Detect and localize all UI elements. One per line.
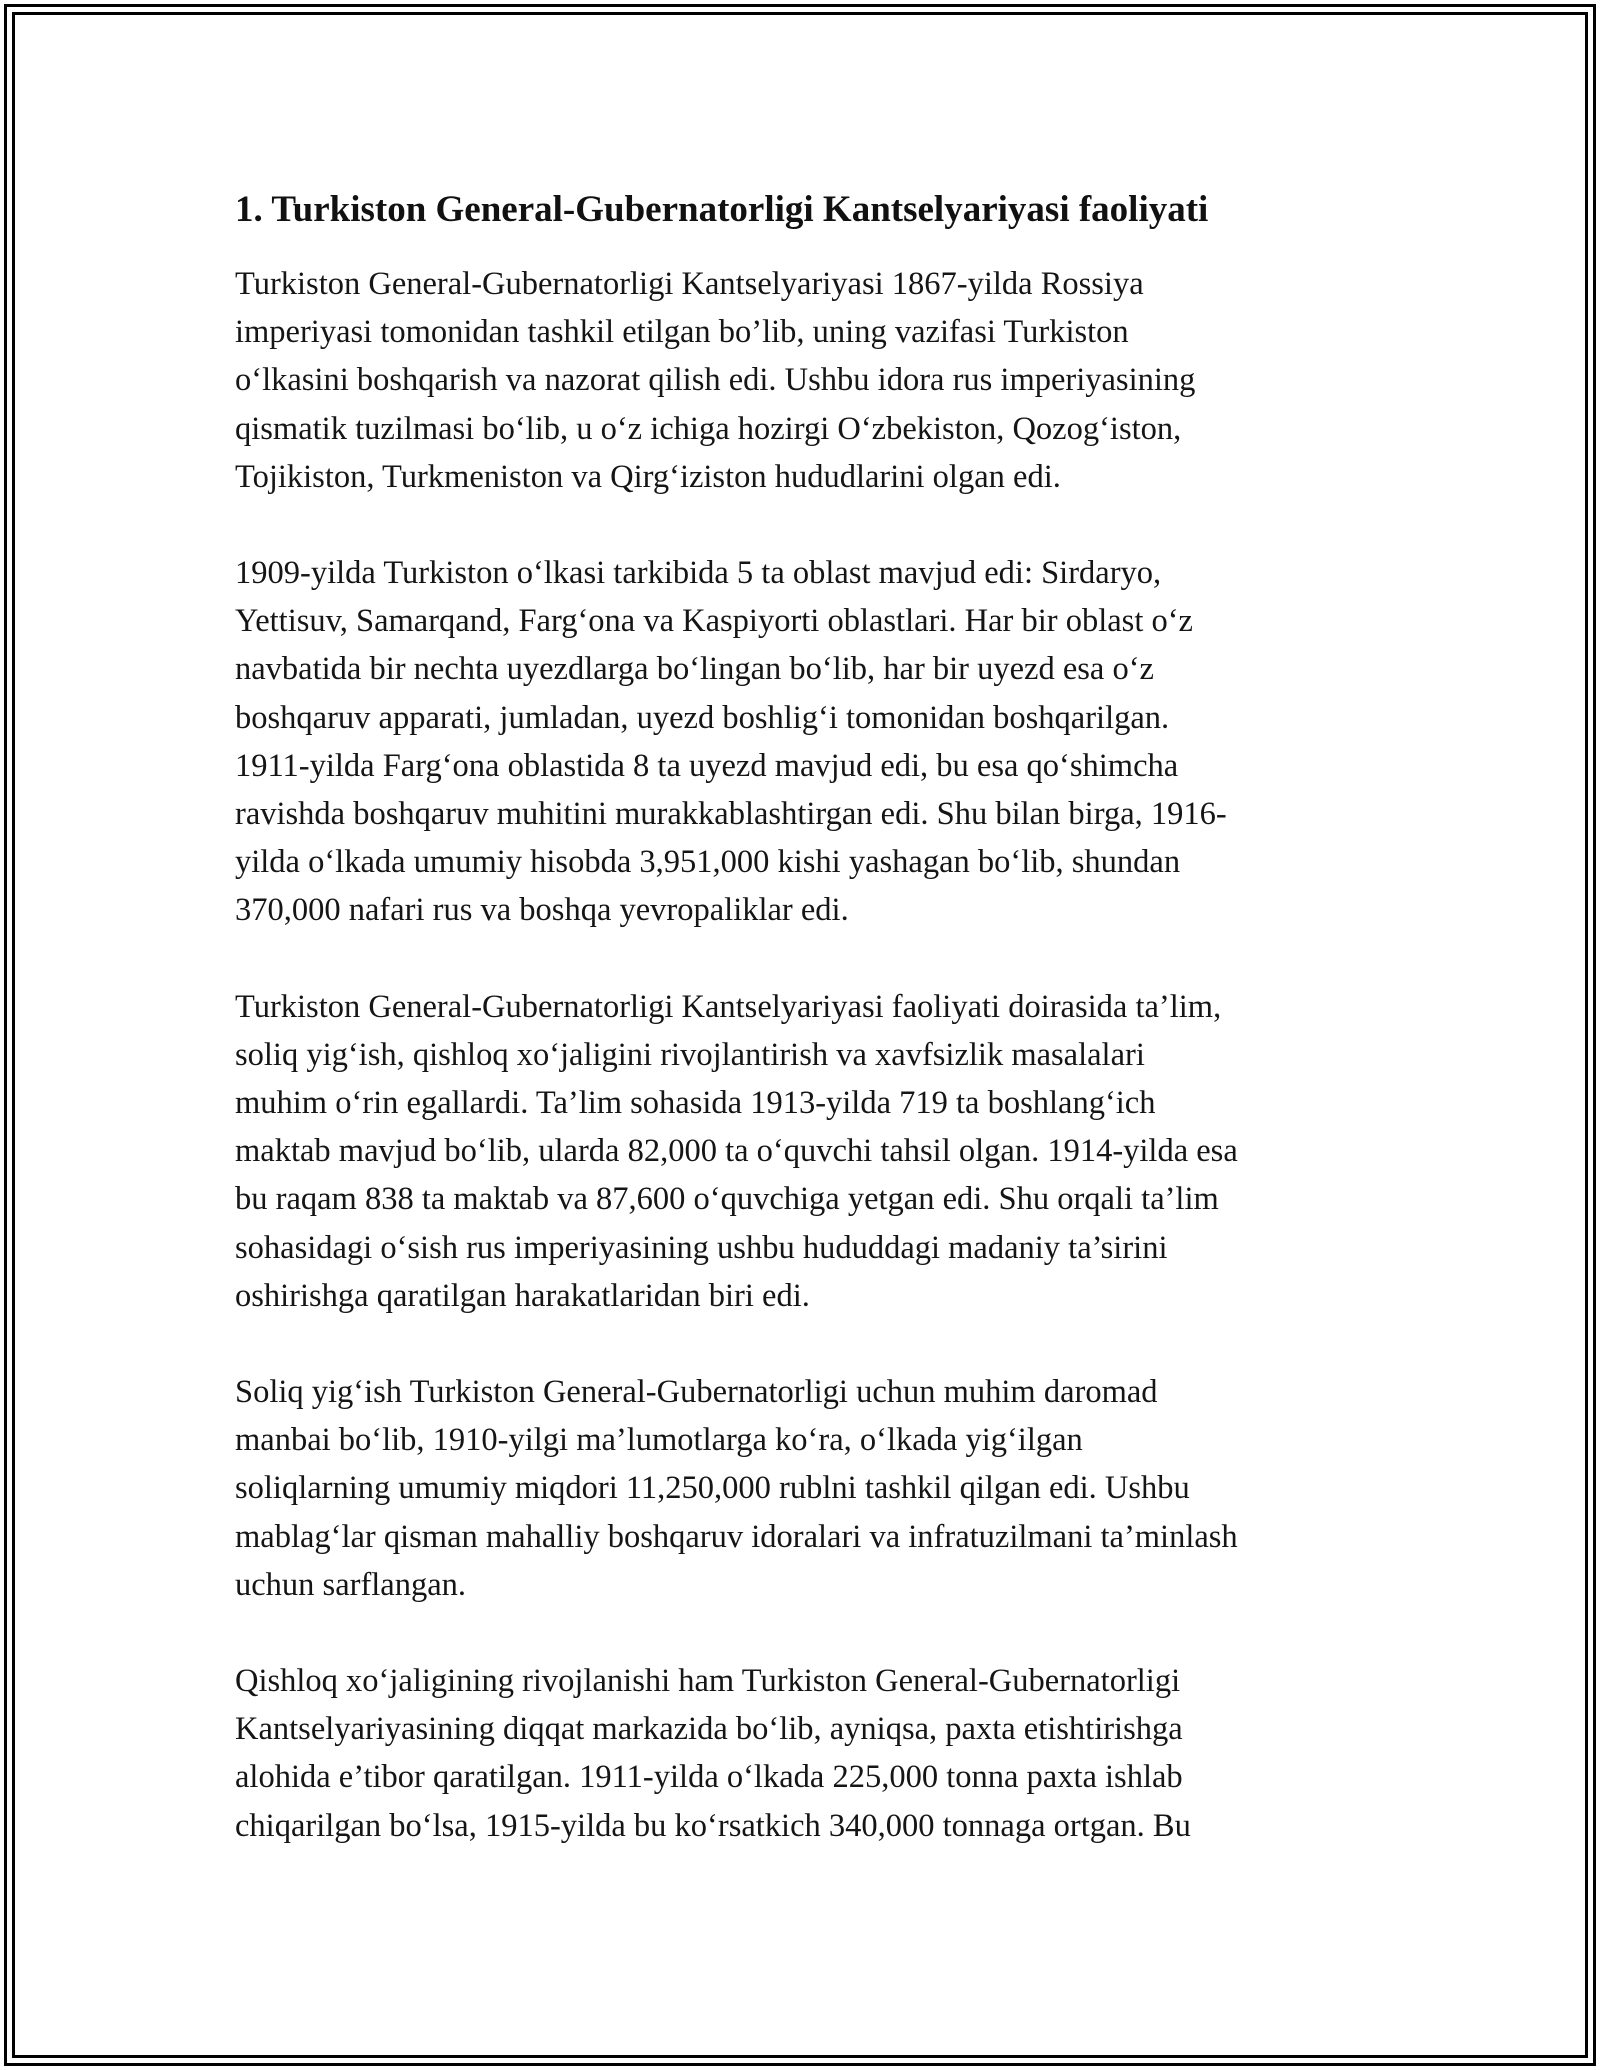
paragraph-line: Turkiston General-Gubernatorligi Kantselyariyasi faoliyati doirasida ta’lim,: [235, 988, 1222, 1025]
paragraph: [235, 260, 1385, 501]
paragraph-line: maktab mavjud bo‘lib, ularda 82,000 ta o‘quvchi tahsil olgan. 1914-yilda esa: [235, 1133, 1238, 1170]
paragraph-line: yilda o‘lkada umumiy hisobda 3,951,000 kishi yashagan bo‘lib, shundan: [235, 844, 1181, 881]
paragraph-line: boshqaruv apparati, jumladan, uyezd boshlig‘i tomonidan boshqarilgan.: [235, 699, 1170, 736]
paragraph-line: qismatik tuzilmasi bo‘lib, u o‘z ichiga hozirgi O‘zbekiston, Qozog‘iston,: [235, 410, 1182, 447]
paragraph-line: navbatida bir nechta uyezdlarga bo‘lingan bo‘lib, har bir uyezd esa o‘z: [235, 651, 1154, 688]
paragraph-line: manbai bo‘lib, 1910-yilgi ma’lumotlarga ko‘ra, o‘lkada yig‘ilgan: [235, 1422, 1083, 1459]
paragraph-line: Kantselyariyasining diqqat markazida bo‘lib, ayniqsa, paxta etishtirishga: [235, 1711, 1183, 1748]
paragraph-line: Yettisuv, Samarqand, Farg‘ona va Kaspiyorti oblastlari. Har bir oblast o‘z: [235, 603, 1193, 640]
paragraph-line: bu raqam 838 ta maktab va 87,600 o‘quvchiga yetgan edi. Shu orqali ta’lim: [235, 1181, 1219, 1218]
paragraph-line: Soliq yig‘ish Turkiston General-Gubernatorligi uchun muhim daromad: [235, 1374, 1158, 1411]
paragraph-line: mablag‘lar qisman mahalliy boshqaruv idoralari va infratuzilmani ta’minlash: [235, 1518, 1238, 1555]
paragraph-line: sohasidagi o‘sish rus imperiyasining ushbu hududdagi madaniy ta’sirini: [235, 1229, 1168, 1266]
paragraph-line: muhim o‘rin egallardi. Ta’lim sohasida 1913-yilda 719 ta boshlang‘ich: [235, 1085, 1156, 1122]
paragraph-line: ravishda boshqaruv muhitini murakkablashtirgan edi. Shu bilan birga, 1916-: [235, 796, 1227, 833]
paragraph-line: 1911-yilda Farg‘ona oblastida 8 ta uyezd mavjud edi, bu esa qo‘shimcha: [235, 747, 1179, 784]
paragraph-line: uchun sarflangan.: [235, 1566, 467, 1603]
paragraph-line: Qishloq xo‘jaligining rivojlanishi ham Turkiston General-Gubernatorligi: [235, 1663, 1181, 1700]
paragraph: [235, 1657, 1385, 1850]
paragraph-line: Tojikiston, Turkmeniston va Qirg‘iziston hududlarini olgan edi.: [235, 458, 1061, 495]
paragraph-line: oshirishga qaratilgan harakatlaridan biri edi.: [235, 1277, 810, 1314]
paragraph-line: 1909-yilda Turkiston o‘lkasi tarkibida 5 ta oblast mavjud edi: Sirdaryo,: [235, 555, 1162, 592]
document-body: [235, 186, 1385, 1898]
paragraph-list: [235, 260, 1385, 1850]
paragraph-line: o‘lkasini boshqarish va nazorat qilish edi. Ushbu idora rus imperiyasining: [235, 362, 1196, 399]
paragraph: [235, 983, 1385, 1320]
paragraph-line: alohida e’tibor qaratilgan. 1911-yilda o‘lkada 225,000 tonna paxta ishlab: [235, 1759, 1183, 1796]
paragraph: [235, 549, 1385, 935]
paragraph-line: Turkiston General-Gubernatorligi Kantselyariyasi 1867-yilda Rossiya: [235, 266, 1144, 302]
paragraph-line: chiqarilgan bo‘lsa, 1915-yilda bu ko‘rsatkich 340,000 tonnaga ortgan. Bu: [235, 1807, 1191, 1844]
paragraph-line: 370,000 nafari rus va boshqa yevropaliklar edi.: [235, 892, 849, 929]
paragraph-line: soliq yig‘ish, qishloq xo‘jaligini rivojlantirish va xavfsizlik masalalari: [235, 1036, 1145, 1073]
paragraph-line: soliqlarning umumiy miqdori 11,250,000 rublni tashkil qilgan edi. Ushbu: [235, 1470, 1190, 1507]
paragraph: [235, 1368, 1385, 1609]
paragraph-line: imperiyasi tomonidan tashkil etilgan bo’lib, uning vazifasi Turkiston: [235, 314, 1129, 351]
document-title: 1. Turkiston General-Gubernatorligi Kantselyariyasi faoliyati: [235, 189, 1209, 230]
